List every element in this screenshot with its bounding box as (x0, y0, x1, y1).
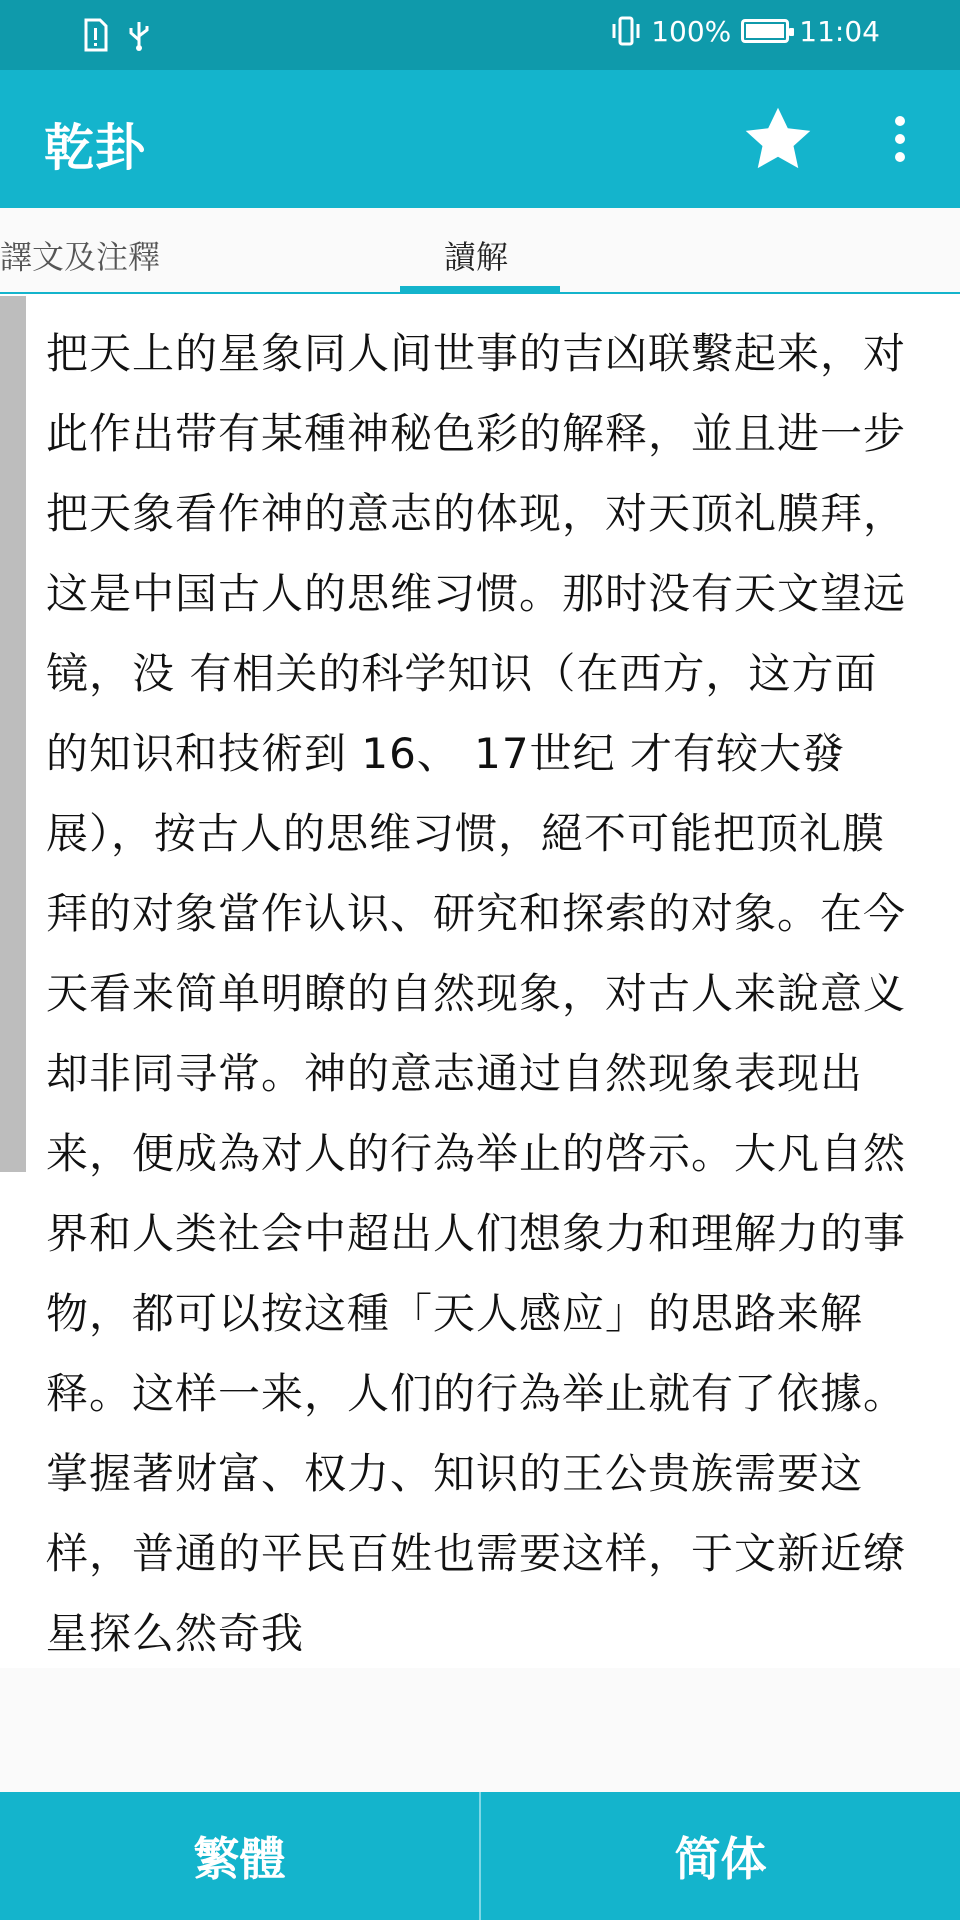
more-vert-icon[interactable] (880, 110, 920, 174)
battery-charging-icon (741, 19, 789, 43)
simplified-chinese-button[interactable]: 简体 (674, 1832, 767, 1886)
status-bar (0, 0, 960, 70)
content-bottom-area (0, 1668, 960, 1792)
tab-interpretation[interactable]: 讀解 (444, 238, 509, 276)
status-time: 11:04 (799, 14, 880, 48)
app-title: 乾卦 (44, 119, 146, 177)
traditional-chinese-button[interactable]: 繁體 (193, 1832, 286, 1886)
status-right (611, 14, 880, 48)
tab-bar (0, 208, 960, 294)
bottom-bar (0, 1792, 960, 1920)
interpretation-text: 把天上的星象同人间世事的吉凶联繫起来，对此作出带有某種神秘色彩的解释，並且进一步把天象看作神的意志的体现，对天顶礼膜拜，这是中国古人的思维习惯。那时没有天文望远镜，没 有相关的科学知识（在西方，这方面的知识和技術到 16、 17世纪 才有较大發展），按古人的思维习惯，絕不可能把顶礼膜拜的对象當作认识、研究和探索的对象。在今天看来简单明瞭的自然现象，对古人来說意义却非同寻常。神的意志通过自然现象表现出来，便成為对人的行為举止的啓示。大凡自然界和人类社会中超出人们想象力和理解力的事物，都可以按这種「天人感应」的思路来解释。这样一来，人们的行為举止就有了依據。掌握著财富、权力、知识的王公贵族需要这样，普通的平民百姓也需要这样，于文新近缭星探么然奇我 (46, 329, 907, 1658)
status-left-icons (80, 18, 154, 52)
tab-selected-indicator (400, 286, 560, 292)
tab-translation-notes[interactable]: 譯文及注釋 (0, 238, 161, 276)
app-bar (0, 70, 960, 208)
scrollbar[interactable] (0, 296, 26, 1172)
sim-alert-icon (80, 18, 110, 52)
battery-percent: 100% (651, 14, 732, 48)
vibrate-icon (611, 14, 641, 48)
content-scroll-area[interactable] (0, 296, 960, 1668)
star-icon[interactable] (740, 102, 816, 178)
usb-icon (124, 18, 154, 52)
